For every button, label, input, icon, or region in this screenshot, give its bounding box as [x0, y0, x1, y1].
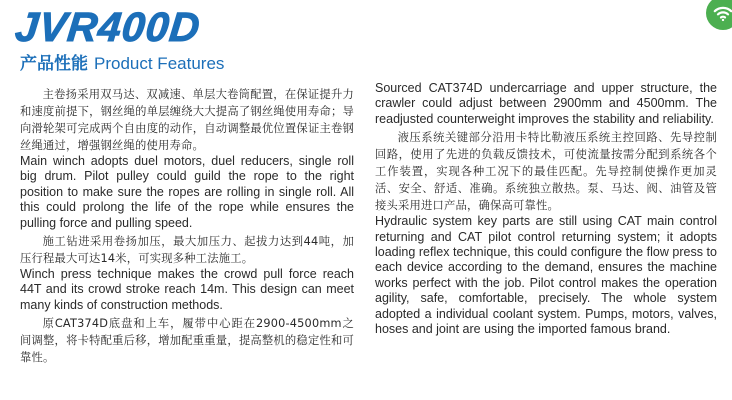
right-column	[375, 81, 717, 339]
section-title-en: Product Features	[94, 54, 225, 73]
paragraph-crowd-en: Winch press technique makes the crowd pull force reach 44T and its crowd stroke reach 14m. This design can meet many kinds of construction methods.	[20, 267, 354, 312]
paragraph-winch-en: Main winch adopts duel motors, duel reducers, single roll big drum. Pilot pulley could guild the rope to the right position to make sure the ropes are rolling in single roll. All this could prolong the life of the rope while ensures the pulling force and pulling speed.	[20, 154, 354, 230]
left-column	[20, 86, 354, 366]
paragraph-hydraulic-cn: 液压系统关键部分沿用卡特比勒液压系统主控回路、先导控制回路，使用了先进的负载反馈技术，可使流量按需分配到系统各个工作装置，实现各种工况下的最佳匹配。先导控制使操作更加灵活、安全、舒适、准确。系统独立散热。泵、马达、阀、油管及管接头采用进口产品，确保高可靠性。	[375, 131, 717, 213]
section-heading	[20, 53, 224, 75]
paragraph-crowd-cn: 施工钻进采用卷扬加压，最大加压力、起拔力达到44吨，加压行程最大可达14米，可实现多种工法施工。	[20, 235, 354, 266]
wifi-glyph	[712, 2, 732, 24]
wifi-icon[interactable]	[706, 0, 732, 30]
section-title-cn: 产品性能	[20, 54, 88, 74]
paragraph-undercarriage-en: Sourced CAT374D undercarriage and upper structure, the crawler could adjust between 2900mm and 4500mm. The readjusted counterweight improves the stability and reliability.	[375, 81, 717, 126]
paragraph-hydraulic-en: Hydraulic system key parts are still using CAT main control returning and CAT pilot control returning system; it adopts loading reflex technique, this could configure the flow press to each device according to the demand, ensures the machine works perfect with the job. Pilot control makes the operation agility, safe, comfortable, precisely. The whole system adopted a individual coolant system. Pumps, motors, valves, hoses and joint are using the imported famous brand.	[375, 214, 717, 337]
model-title: JVR400D	[13, 4, 203, 50]
paragraph-winch-cn: 主卷扬采用双马达、双减速、单层大卷筒配置，在保证提升力和速度前提下，钢丝绳的单层缠绕大大提高了钢丝绳使用寿命；导向滑轮架可完成两个自由度的动作，自动调整最优位置保证主卷钢丝绳通过，增强钢丝绳的使用寿命。	[20, 88, 354, 152]
paragraph-undercarriage-cn: 原CAT374D底盘和上车，履带中心距在2900-4500mm之间调整，将卡特配重后移，增加配重重量，提高整机的稳定性和可靠性。	[20, 317, 354, 365]
